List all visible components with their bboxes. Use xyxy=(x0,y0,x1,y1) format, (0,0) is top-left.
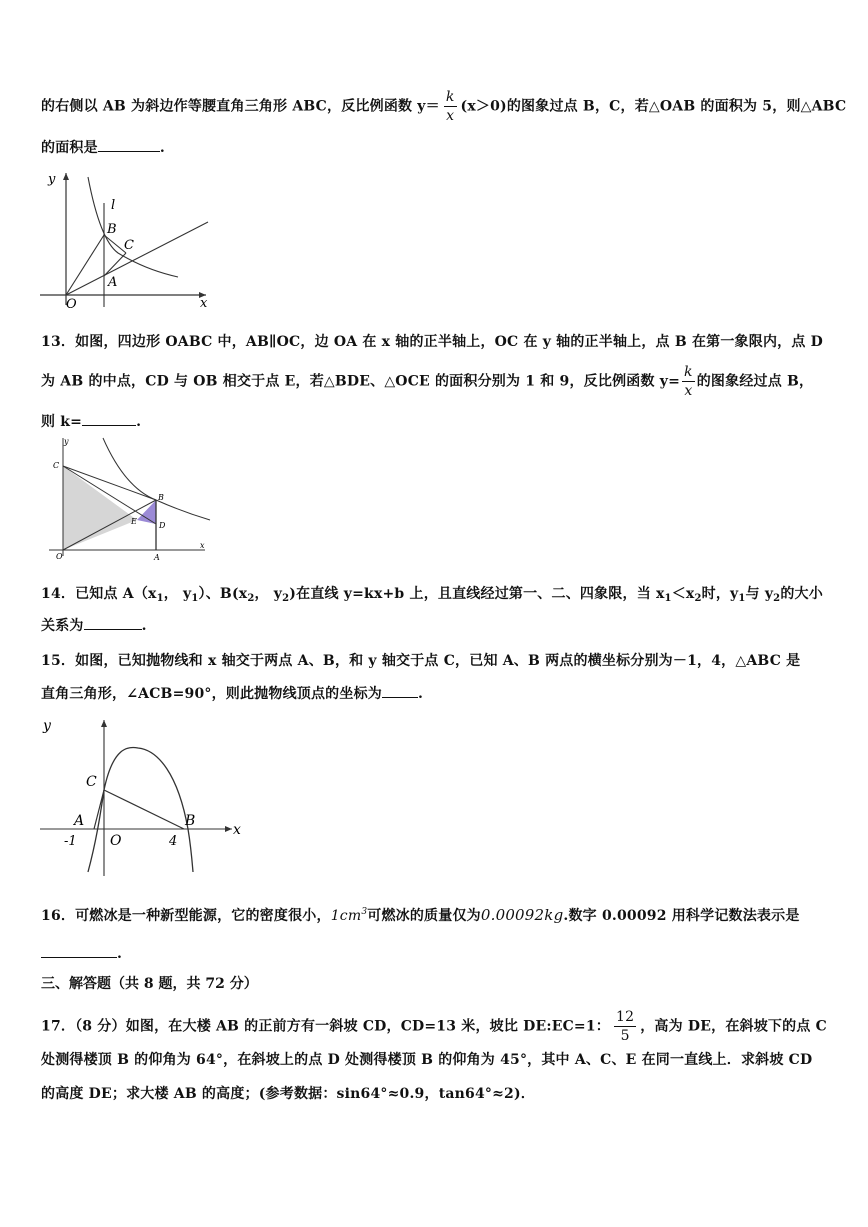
segment-ob xyxy=(66,235,104,295)
q12-text-a: 的右侧以 AB 为斜边作等腰直角三角形 ABC，反比例函数 y＝ xyxy=(41,98,440,115)
q12-fraction: $\frac{k}{x}$ xyxy=(445,89,455,124)
q17-line2: 处测得楼顶 B 的仰角为 64°，在斜坡上的点 D 处测得楼顶 B 的仰角为 45°，其中 A、C、E 在同一直线上．求斜坡 CD xyxy=(41,1052,813,1068)
q15-line1: 15．如图，已知抛物线和 x 轴交于两点 A、B，和 y 轴交于点 C，已知 A、B 两点的横坐标分别为－1，4，△ABC 是 xyxy=(41,653,801,669)
line-oc xyxy=(66,222,208,295)
q13-line1: 13．如图，四边形 OABC 中，AB∥OC，边 OA 在 x 轴的正半轴上，OC 在 y 轴的正半轴上，点 B 在第一象限内，点 D xyxy=(41,334,823,350)
label-x: x xyxy=(200,541,205,550)
label-O: O xyxy=(66,297,77,310)
q15-figure xyxy=(38,712,248,880)
q12-figure xyxy=(38,165,218,310)
label-x: x xyxy=(200,296,208,310)
q17-line3: 的高度 DE；求大楼 AB 的高度；(参考数据：sin64°≈0.9，tan64°≈2)． xyxy=(41,1086,535,1102)
label-C: C xyxy=(86,774,97,790)
label-x: x xyxy=(233,822,241,838)
segment-ac xyxy=(104,253,126,276)
label-minus-one: -1 xyxy=(64,834,77,849)
q13-figure xyxy=(45,432,215,562)
label-B: B xyxy=(107,222,117,237)
q17-fraction: $\frac{12}{5}$ xyxy=(616,1009,635,1044)
answer-blank-q14[interactable] xyxy=(84,617,142,630)
hyperbola xyxy=(88,177,178,277)
label-C: C xyxy=(124,238,134,253)
q14-line2: 关系为 . xyxy=(41,618,147,634)
label-four: 4 xyxy=(169,834,178,849)
q13-line2: 为 AB 的中点，CD 与 OB 相交于点 E，若△BDE、△OCE 的面积分别为 1 和 9，反比例函数 y= $\frac{k}{x}$ 的图象经过点 B， xyxy=(41,364,814,399)
label-O: O xyxy=(56,552,63,561)
q12-text-b: (x＞0)的图象过点 B，C，若△OAB 的面积为 5，则△ABC xyxy=(460,98,847,115)
label-y: y xyxy=(64,437,69,446)
q13-line3: 则 k= . xyxy=(41,414,142,430)
label-l: l xyxy=(111,198,116,213)
label-B: B xyxy=(158,493,164,502)
answer-blank-q15[interactable] xyxy=(382,685,418,698)
label-O: O xyxy=(110,833,122,849)
answer-blank-q12[interactable] xyxy=(98,139,160,152)
label-y: y xyxy=(43,718,51,734)
q14-line1: 14．已知点 $A(x_1$， $y_1$）、$B(x_2$， $y_2$)在直线 y=kx+b 上，且直线经过第一、二、四象限，当 $x_1<x_2$时，$y_1$与 $y_2$的大小 xyxy=(41,586,823,604)
q17-line1: 17．（8 分）如图，在大楼 AB 的正前方有一斜坡 CD，CD=13 米，坡比 DE:EC=1： $\frac{12}{5}$ ，高为 DE，在斜坡下的点 C xyxy=(41,1009,827,1044)
q16-line2: . xyxy=(41,945,122,962)
label-A: A xyxy=(154,553,160,562)
label-B: B xyxy=(185,813,196,829)
label-C: C xyxy=(53,461,60,470)
q13-fraction: $\frac{k}{x}$ xyxy=(684,364,693,399)
triangle-bde xyxy=(137,500,156,524)
label-A: A xyxy=(108,275,118,290)
triangle-oce xyxy=(63,466,137,550)
segment-cb xyxy=(104,790,184,829)
label-y: y xyxy=(48,172,56,187)
label-E: E xyxy=(131,517,137,526)
section-heading: 三、解答题（共 8 题，共 72 分） xyxy=(41,976,258,992)
label-D: D xyxy=(159,521,166,530)
answer-blank-q16[interactable] xyxy=(41,945,117,958)
q12-line2: 的面积是 . xyxy=(41,140,165,156)
q12-line1 xyxy=(41,88,846,125)
answer-blank-q13[interactable] xyxy=(82,413,136,426)
q16-line1: 16．可燃冰是一种新型能源，它的密度很小，$1cm^3$可燃冰的质量仅为0.00092kg.数字 0.00092 用科学记数法表示是 xyxy=(41,906,800,924)
q15-line2: 直角三角形，∠ACB=90°，则此抛物线顶点的坐标为 . xyxy=(41,686,424,702)
label-A: A xyxy=(74,813,85,829)
